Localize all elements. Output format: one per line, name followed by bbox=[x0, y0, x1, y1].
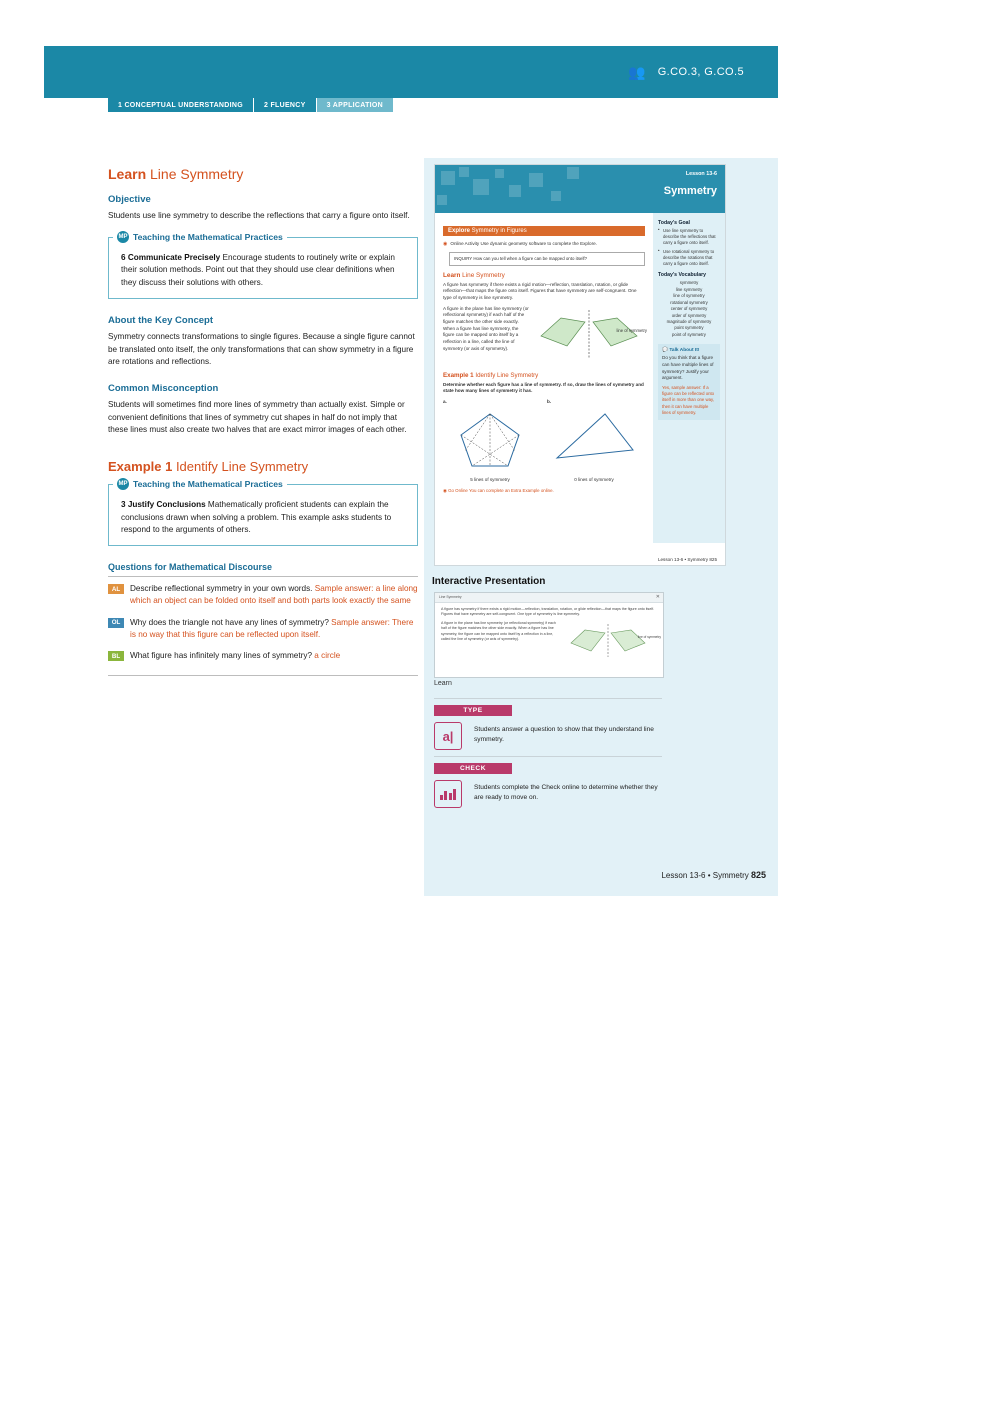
example-subtitle: Identify Line Symmetry bbox=[172, 459, 309, 475]
tab-application[interactable]: 3 APPLICATION bbox=[316, 98, 393, 112]
step-type-label: TYPE bbox=[434, 705, 512, 716]
window-figure-label: line of symmetry bbox=[637, 634, 661, 639]
example-label: Example 1 bbox=[108, 459, 173, 475]
talk-about-it-heading bbox=[662, 348, 716, 353]
question-answer-ol: Sample answer: There is no way that this figure can be reflected upon itself. bbox=[130, 617, 414, 640]
level-badge-bl: BL bbox=[108, 651, 124, 661]
go-online-note bbox=[443, 488, 645, 494]
explore-label: Explore bbox=[448, 228, 471, 234]
page-sheet bbox=[44, 46, 778, 896]
window-content bbox=[435, 603, 663, 665]
key-concept-text: Symmetry connects transformations to single figures. Because a single figure cannot be translated onto itself, the only transformations that can show symmetry in a figure are rotations and reflections. bbox=[108, 331, 415, 367]
book-page-title: Symmetry bbox=[663, 185, 717, 197]
objective-heading: Objective bbox=[108, 194, 151, 205]
vocab-item: center of symmetry bbox=[670, 306, 708, 312]
go-online-text: Go Online You can complete an Extra Example online. bbox=[448, 487, 554, 493]
page-header-bar bbox=[44, 46, 778, 98]
mp-callout-text-2 bbox=[121, 499, 407, 537]
example-heading bbox=[108, 459, 418, 474]
figure-b-label: b. bbox=[547, 399, 552, 405]
interactive-presentation-title: Interactive Presentation bbox=[432, 576, 546, 587]
step-check-label: CHECK bbox=[434, 763, 512, 774]
right-panel bbox=[424, 158, 778, 896]
question-answer-bl: a circle bbox=[314, 651, 341, 661]
mp-callout-title-2: Teaching the Mathematical Practices bbox=[133, 479, 283, 490]
questions-heading: Questions for Mathematical Discourse bbox=[108, 562, 418, 577]
book-learn-label: Learn bbox=[443, 271, 461, 279]
mp-callout-communicate-precisely bbox=[108, 231, 418, 299]
talk-about-it-label: Talk About It! bbox=[669, 348, 700, 354]
step-type-text: Students answer a question to show that they understand line symmetry. bbox=[474, 726, 654, 743]
goal-item: • Use rotational symmetry to describe the rotations that carry a figure onto itself. bbox=[658, 249, 720, 268]
page-footer bbox=[661, 870, 766, 880]
explore-subtitle: Symmetry in Figures bbox=[470, 228, 527, 234]
page-footer-text: Lesson 13-6 • Symmetry bbox=[661, 871, 751, 880]
vocab-item: line symmetry bbox=[675, 286, 703, 292]
window-titlebar bbox=[435, 593, 663, 603]
vocab-item: order of symmetry bbox=[671, 312, 707, 318]
mp-callout-body-2: Mathematically proficient students can explain the conclusions drawn when solving a problem. This example asks students to respond to the arguments of others. bbox=[121, 500, 392, 535]
book-example-heading bbox=[443, 372, 645, 379]
question-row-ol bbox=[108, 617, 418, 642]
question-text-al bbox=[130, 583, 418, 608]
objective-text: Students use line symmetry to describe the reflections that carry a figure onto itself. bbox=[108, 211, 410, 220]
book-example-label: Example 1 bbox=[443, 371, 474, 379]
book-example-prompt: Determine whether each figure has a line of symmetry. If so, draw the lines of symmetry and state how many lines of symmetry it has. bbox=[443, 381, 644, 394]
goal-item: • Use line symmetry to describe the reflections that carry a figure onto itself. bbox=[658, 228, 720, 247]
window-title: Line Symmetry bbox=[439, 595, 462, 599]
mp-callout-title-row bbox=[113, 231, 287, 243]
window-paragraph-2: A figure in the plane has line symmetry (or reflectional symmetry) if each half of the figure matches the other side exactly. When a figure has line symmetry, the figure can be mapped onto itself by a reflection in a line, called the line of symmetry (or axis of symmetry). bbox=[441, 620, 556, 641]
step-check-text: Students complete the Check online to determine whether they are ready to move on. bbox=[474, 784, 658, 801]
question-answer-al: Sample answer: a line along which an object can be folded onto itself and both parts look exactly the same bbox=[130, 584, 418, 606]
vocab-item: rotational symmetry bbox=[670, 299, 708, 305]
tab-fluency[interactable]: 2 FLUENCY bbox=[253, 98, 316, 112]
question-prompt-bl: What figure has infinitely many lines of symmetry? bbox=[130, 651, 315, 661]
window-paragraph-1: A figure has symmetry if there exists a rigid motion—reflection, translation, rotation, or glide reflection—that maps the figure onto itself. Figures that have symmetry are self-congruent. One type of symmetry is line symmetry. bbox=[441, 607, 655, 617]
page-number: 825 bbox=[750, 870, 766, 880]
mp-badge-icon-2: MP bbox=[117, 478, 129, 490]
mp-badge-icon: MP bbox=[117, 231, 129, 243]
book-main-column bbox=[435, 213, 653, 565]
book-page-body bbox=[435, 213, 725, 565]
book-lesson-label: Lesson 13-6 bbox=[685, 171, 717, 177]
figure-a-caption: 5 lines of symmetry bbox=[470, 476, 510, 482]
figure-line-label: line of symmetry bbox=[616, 327, 647, 333]
text-input-icon bbox=[434, 722, 462, 750]
misconception-heading: Common Misconception bbox=[108, 382, 219, 394]
vocab-item: magnitude of symmetry bbox=[666, 318, 712, 324]
triangle-figure bbox=[547, 406, 641, 472]
learn-label: Learn bbox=[108, 166, 147, 182]
step-divider-2 bbox=[434, 756, 662, 757]
book-learn-heading bbox=[443, 272, 645, 279]
section-divider bbox=[108, 675, 418, 676]
explore-banner bbox=[443, 226, 645, 236]
vocab-item: symmetry bbox=[679, 280, 699, 286]
learn-heading bbox=[108, 166, 418, 182]
todays-goal-heading: Today's Goal bbox=[658, 220, 690, 226]
vocab-item: line of symmetry bbox=[673, 293, 705, 299]
mp-callout-justify-conclusions bbox=[108, 479, 418, 546]
step-check bbox=[434, 756, 662, 808]
online-activity-text: Online Activity Use dynamic geometry software to complete the Explore. bbox=[450, 241, 597, 246]
inquiry-box: INQUIRY How can you tell when a figure can be mapped onto itself? bbox=[449, 252, 645, 266]
globe-icon: ◉ bbox=[443, 241, 448, 247]
pentagon-figure bbox=[443, 406, 537, 472]
bar-chart-icon bbox=[434, 780, 462, 808]
mp-callout-bold: 6 Communicate Precisely bbox=[121, 252, 221, 262]
book-example-subtitle: Identify Line Symmetry bbox=[473, 371, 539, 379]
student-edition-page bbox=[434, 164, 726, 566]
book-page-header bbox=[435, 165, 725, 213]
misconception-text: Students will sometimes find more lines of symmetry than actually exist. Simple or convenient definitions that lines of symmetry cut shapes in half do not imply that these lines must also create two halves that are exact mirror images of each other. bbox=[108, 399, 407, 435]
question-prompt-al: Describe reflectional symmetry in your own words. bbox=[130, 584, 315, 594]
question-text-bl bbox=[130, 650, 340, 662]
talk-about-it-answer: Yes, sample answer: If a figure can be reflected onto itself in more than one way, then it can have multiple lines of symmetry. bbox=[662, 384, 715, 415]
mp-callout-body: Encourage students to routinely write or explain their solution methods. Point out that they should use clear definitions when they discuss their solutions with others. bbox=[121, 252, 395, 288]
step-divider bbox=[434, 698, 662, 699]
interactive-presentation-window bbox=[434, 592, 664, 678]
vocabulary-heading: Today's Vocabulary bbox=[658, 272, 707, 279]
question-prompt-ol: Why does the triangle not have any lines of symmetry? bbox=[130, 617, 332, 627]
figure-a-label: a. bbox=[443, 399, 447, 405]
question-row-bl bbox=[108, 650, 418, 662]
book-paragraph-2: A figure in the plane has line symmetry (or reflectional symmetry) if each half of the figure matches the other side exactly. When a figure has line symmetry, the figure can be mapped onto itself by a reflection in a line, called the line of symmetry (or axis of symmetry). bbox=[443, 305, 529, 351]
figure-b-caption: 0 lines of symmetry bbox=[574, 476, 614, 482]
standards-label: G.CO.3, G.CO.5 bbox=[657, 66, 744, 78]
text-input-glyph: a| bbox=[442, 728, 454, 744]
line-symmetry-figure bbox=[533, 306, 645, 367]
book-learn-subtitle: Line Symmetry bbox=[460, 271, 505, 279]
interactive-learn-label: Learn bbox=[434, 680, 452, 687]
book-sidebar bbox=[653, 213, 725, 543]
book-paragraph-1: A figure has symmetry if there exists a rigid motion—reflection, translation, rotation, or glide reflection—that maps the figure onto itself. Figures that have symmetry are self-congruent. One type of symmetry is line symmetry. bbox=[443, 281, 637, 301]
talk-about-it-box bbox=[658, 344, 720, 420]
vocab-item: point of symmetry bbox=[672, 331, 706, 337]
key-concept-heading: About the Key Concept bbox=[108, 314, 214, 326]
globe-icon-2: ◉ bbox=[443, 487, 447, 493]
close-icon[interactable]: ✕ bbox=[655, 594, 660, 600]
level-badge-al: AL bbox=[108, 584, 124, 594]
book-page-footer: Lesson 13-6 • Symmetry 825 bbox=[657, 557, 717, 562]
left-column bbox=[108, 166, 418, 676]
speech-bubble-icon: 💬 bbox=[662, 348, 668, 354]
phase-tabs bbox=[108, 98, 393, 112]
vocab-item: point symmetry bbox=[674, 325, 704, 331]
step-type bbox=[434, 698, 662, 750]
tab-conceptual-understanding[interactable]: 1 CONCEPTUAL UNDERSTANDING bbox=[108, 98, 253, 112]
people-icon: 👥 bbox=[628, 64, 646, 80]
question-text-ol bbox=[130, 617, 418, 642]
mp-callout-title: Teaching the Mathematical Practices bbox=[133, 231, 283, 242]
bar-chart-glyph bbox=[440, 788, 457, 800]
level-badge-ol: OL bbox=[108, 618, 124, 628]
talk-about-it-question: Do you think that a figure can have multiple lines of symmetry? Justify your argument. bbox=[662, 355, 714, 381]
mp-callout-text bbox=[121, 252, 407, 290]
learn-subtitle: Line Symmetry bbox=[146, 166, 244, 182]
mp-callout-title-row-2 bbox=[113, 478, 287, 490]
window-figure bbox=[565, 621, 661, 661]
question-row-al bbox=[108, 583, 418, 608]
mp-callout-bold-2: 3 Justify Conclusions bbox=[121, 500, 206, 510]
